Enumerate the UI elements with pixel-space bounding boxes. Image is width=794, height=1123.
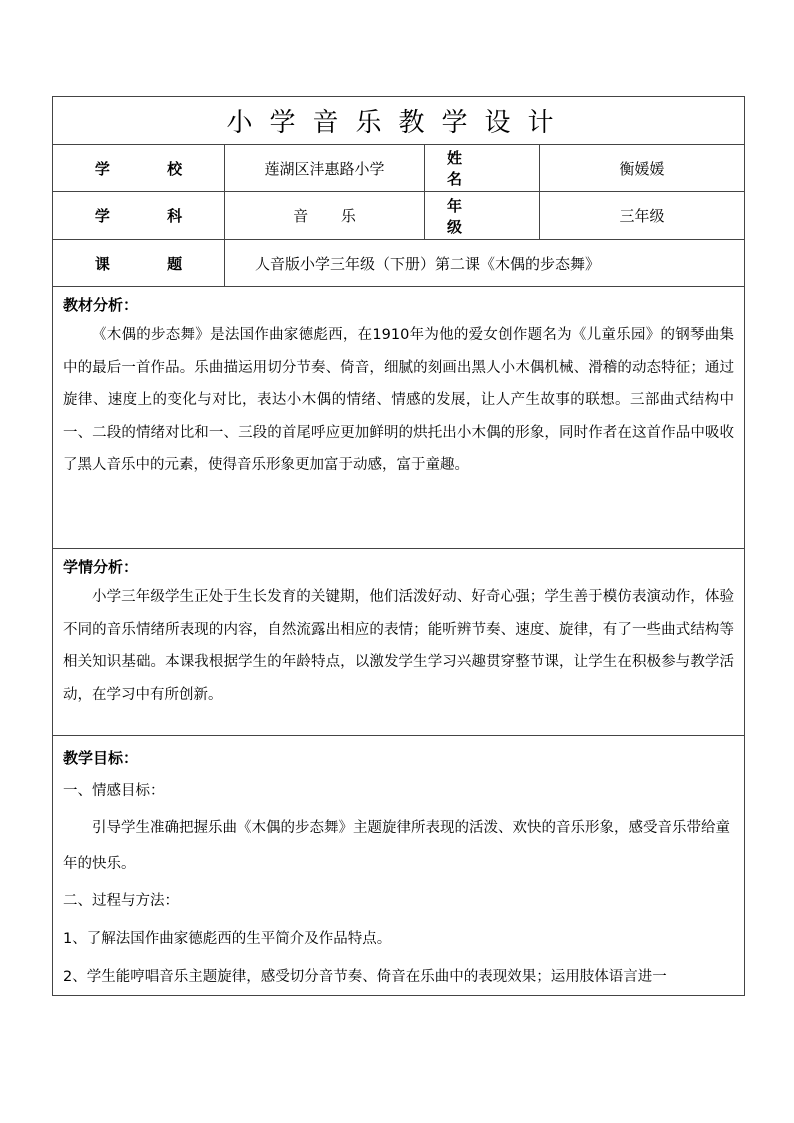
subject-label: 学 科: [53, 192, 225, 239]
info-row-school: [53, 145, 744, 192]
student-analysis-heading: 学情分析：: [63, 558, 139, 576]
lesson-plan-table: [52, 96, 745, 996]
material-analysis-section: [53, 287, 744, 549]
school-label: 学 校: [53, 145, 225, 191]
goal-process-item-1: 1、了解法国作曲家德彪西的生平简介及作品特点。: [63, 931, 392, 947]
document-title: 小学音乐教学设计: [53, 97, 744, 145]
school-value: 莲湖区沣惠路小学: [225, 145, 425, 191]
material-analysis-heading: 教材分析：: [63, 296, 139, 314]
teaching-goals-section: [53, 736, 744, 996]
student-analysis-section: [53, 549, 744, 736]
goal-process-item-2: 2、学生能哼唱音乐主题旋律，感受切分音节奏、倚音在乐曲中的表现效果；运用肢体语言进一: [63, 969, 667, 985]
student-analysis-text: 小学三年级学生正处于生长发育的关键期，他们活泼好动、好奇心强；学生善于模仿表演动作，体验不同的音乐情绪所表现的内容，自然流露出相应的表情；能听辨节奏、速度、旋律，有了一些曲式结构等相关知识基础。本课我根据学生的年龄特点，以激发学生学习兴趣贯穿整节课，让学生在积极参与教学活动，在学习中有所创新。: [63, 589, 734, 703]
grade-label: 年 级: [425, 192, 540, 239]
info-row-subject: [53, 192, 744, 240]
topic-label: 课 题: [53, 240, 225, 286]
goal-process-subtitle: 二、过程与方法：: [63, 893, 179, 909]
grade-value: 三年级: [619, 207, 665, 225]
topic-value: 人音版小学三年级（下册）第二课《木偶的步态舞》: [255, 254, 601, 273]
goal-emotion-text: 引导学生准确把握乐曲《木偶的步态舞》主题旋律所表现的活泼、欢快的音乐形象，感受音乐带给童年的快乐。: [63, 820, 730, 872]
material-analysis-text: 《木偶的步态舞》是法国作曲家德彪西，在1910年为他的爱女创作题名为《儿童乐园》的钢琴曲集中的最后一首作品。乐曲描运用切分节奏、倚音，细腻的刻画出黑人小木偶机械、滑稽的动态特征；通过旋律、速度上的变化与对比，表达小木偶的情绪、情感的发展，让人产生故事的联想。三部曲式结构中一、二段的情绪对比和一、三段的首尾呼应更加鲜明的烘托出小木偶的形象，同时作者在这首作品中吸收了黑人音乐中的元素，使得音乐形象更加富于动感，富于童趣。: [63, 327, 734, 473]
name-value: 衡媛媛: [619, 159, 665, 178]
name-label: 姓 名: [425, 145, 540, 191]
goal-emotion-subtitle: 一、情感目标：: [63, 783, 165, 799]
subject-value: 音 乐: [225, 192, 425, 239]
info-row-topic: [53, 240, 744, 287]
teaching-goals-heading: 教学目标：: [63, 749, 139, 767]
